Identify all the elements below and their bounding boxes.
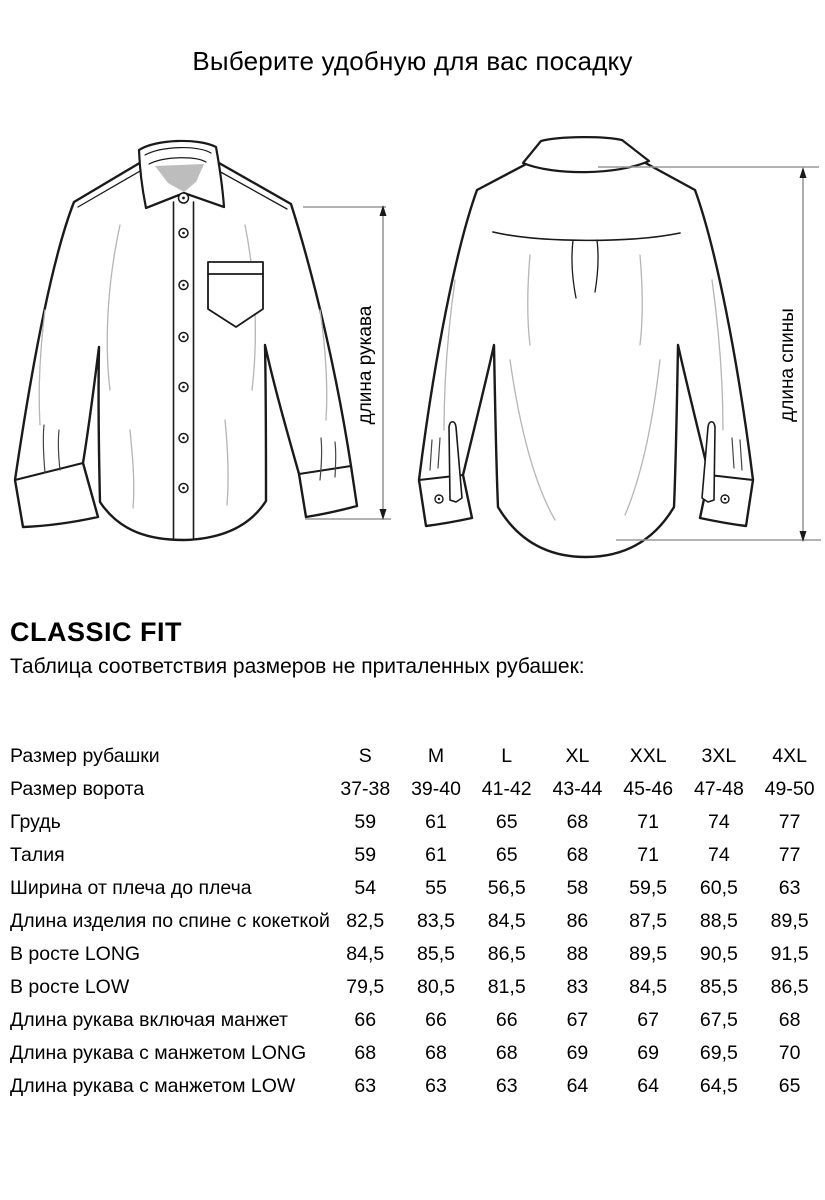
table-cell: 89,5 [629,943,668,965]
table-cell: 85,5 [417,943,455,965]
table-cell: 91,5 [770,943,809,965]
table-cell: 63 [778,877,801,899]
table-cell: 61 [425,811,447,833]
table-cell: 84,5 [487,910,526,932]
table-cell: 82,5 [346,910,385,932]
table-cell: 69,5 [699,1042,738,1064]
table-cell: 68 [778,1009,801,1031]
table-cell: 59 [354,844,377,866]
table-row [10,1004,825,1037]
row-label: Длина рукава с манжетом LONG [10,1042,307,1064]
shirt-front-drawing [15,141,357,540]
table-cell: 4XL [772,745,807,767]
table-cell: L [501,745,513,767]
table-cell: 83,5 [417,910,455,932]
table-cell: 58 [566,877,589,899]
table-cell: 55 [425,877,447,899]
table-row [10,971,825,1004]
table-cell: 74 [708,811,730,833]
table-cell: 64 [637,1075,659,1097]
table-cell: 84,5 [346,943,385,965]
table-cell: 66 [425,1009,447,1031]
table-cell: 71 [637,844,659,866]
table-cell: 41-42 [481,778,532,800]
row-label: Ширина от плеча до плеча [10,877,252,899]
table-cell: 61 [425,844,447,866]
table-cell: 90,5 [699,943,738,965]
table-cell: 68 [566,811,589,833]
table-cell: 77 [778,844,801,866]
row-label: Длина рукава включая манжет [10,1009,288,1031]
table-cell: 86,5 [770,976,809,998]
table-cell: 88 [566,943,589,965]
table-cell: 60,5 [699,877,738,899]
table-cell: 89,5 [770,910,809,932]
table-cell: 45-46 [623,778,674,800]
table-cell: 3XL [701,745,737,767]
table-cell: 69 [637,1042,659,1064]
page-title: Выберите удобную для вас посадку [192,46,633,76]
table-cell: 68 [495,1042,518,1064]
table-cell: 68 [566,844,589,866]
table-cell: 80,5 [417,976,455,998]
table-cell: 68 [354,1042,377,1064]
table-row [10,905,825,938]
table-cell: 59 [354,811,377,833]
table-cell: 86 [566,910,589,932]
table-cell: XXL [629,745,667,767]
table-row [10,872,825,905]
table-cell: 67 [566,1009,589,1031]
shirt-illustration [0,130,825,590]
table-cell: 39-40 [411,778,461,800]
table-cell: XL [565,745,590,767]
table-cell: 65 [495,844,518,866]
table-cell: 70 [778,1042,801,1064]
table-cell: 85,5 [699,976,738,998]
table-cell: 69 [566,1042,589,1064]
table-cell: 37-38 [340,778,391,800]
table-cell: 86,5 [487,943,526,965]
row-label: Размер ворота [10,778,145,800]
table-row [10,773,825,806]
shirt-front-body [15,159,357,540]
table-cell: 54 [354,877,377,899]
table-cell: 65 [778,1075,801,1097]
table-cell: 83 [566,976,589,998]
row-label: Талия [10,844,65,866]
row-label: Длина изделия по спине с кокеткой [10,910,330,932]
row-label: Длина рукава с манжетом LOW [10,1075,296,1097]
row-label: Размер рубашки [10,745,160,767]
table-cell: 59,5 [629,877,668,899]
sleeve-length-label: длина рукава [355,305,376,425]
row-label: В росте LOW [10,976,130,998]
size-table-subtitle: Таблица соответствия размеров не приталенных рубашек: [10,655,585,678]
row-label: Грудь [10,811,61,833]
table-cell: 67,5 [699,1009,738,1031]
table-row [10,806,825,839]
table-cell: 66 [495,1009,518,1031]
table-cell: 81,5 [487,976,526,998]
table-cell: 47-48 [693,778,744,800]
table-cell: 71 [637,811,659,833]
table-cell: 66 [354,1009,377,1031]
size-table-body [10,740,825,1103]
table-cell: 63 [495,1075,518,1097]
fit-section-heading: CLASSIC FIT [10,617,182,647]
table-cell: 88,5 [699,910,738,932]
table-cell: 79,5 [346,976,385,998]
table-row [10,1070,825,1103]
back-length-label: длина спины [777,308,798,422]
table-cell: 87,5 [629,910,668,932]
table-row [10,1037,825,1070]
table-cell: 77 [778,811,801,833]
table-row [10,740,825,773]
table-cell: 84,5 [629,976,668,998]
table-row [10,938,825,971]
table-cell: 74 [708,844,730,866]
shirt-back-drawing [419,137,753,557]
table-cell: 68 [425,1042,447,1064]
arrow-up-icon [800,167,807,178]
table-cell: S [358,745,372,767]
table-cell: M [427,745,445,767]
table-cell: 63 [425,1075,447,1097]
table-cell: 56,5 [487,877,526,899]
table-cell: 65 [495,811,518,833]
row-label: В росте LONG [10,943,141,965]
table-cell: 67 [637,1009,659,1031]
table-cell: 63 [354,1075,377,1097]
size-table [10,740,825,1103]
table-cell: 64,5 [699,1075,738,1097]
table-cell: 64 [566,1075,589,1097]
table-cell: 49-50 [764,778,815,800]
table-cell: 43-44 [552,778,603,800]
table-row [10,839,825,872]
